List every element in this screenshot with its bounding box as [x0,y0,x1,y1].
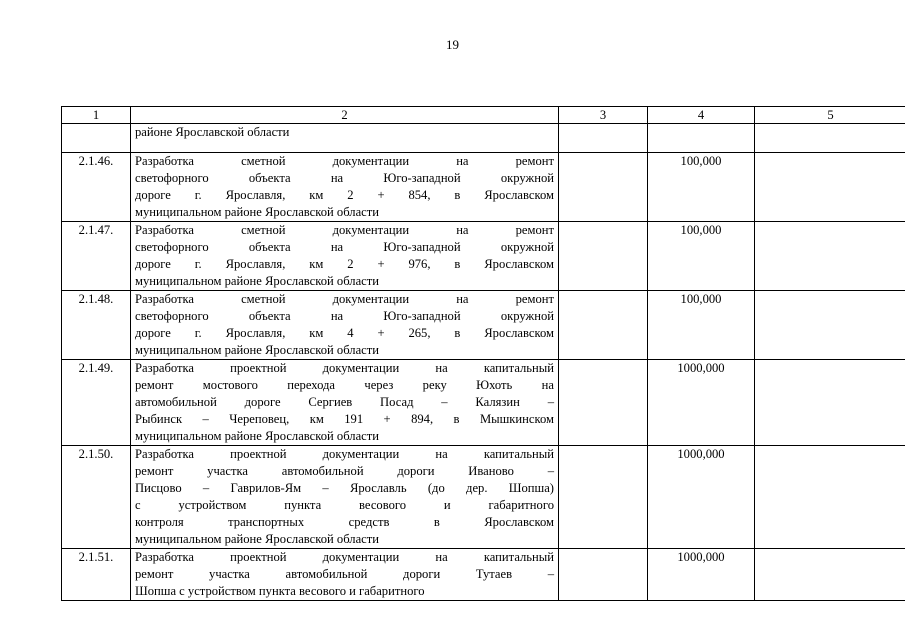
row-col-3 [559,222,648,291]
row-number: 2.1.50. [62,446,131,549]
description-line: муниципальном районе Ярославской области [135,343,380,357]
row-amount: 100,000 [648,153,755,222]
header-row [62,107,905,124]
header-col-3: 3 [559,107,648,124]
description-line: ремонт мостового перехода через реку Юхоть на [135,378,554,392]
table-row [62,360,905,446]
continuation-row [62,124,905,153]
row-number: 2.1.49. [62,360,131,446]
row-col-3 [559,360,648,446]
row-description [131,291,559,360]
row-col-5 [755,446,905,549]
description-line: светофорного объекта на Юго-западной окружной [135,309,554,323]
row-description [131,153,559,222]
row-amount [648,124,755,153]
row-amount: 100,000 [648,222,755,291]
row-description [131,446,559,549]
description-line: Рыбинск – Череповец, км 191 + 894, в Мышкинском [135,412,554,426]
description-line: автомобильной дороге Сергиев Посад – Калязин – [135,395,554,409]
row-number: 2.1.47. [62,222,131,291]
row-col-3 [559,153,648,222]
description-line: муниципальном районе Ярославской области [135,205,380,219]
description-line: Разработка проектной документации на капитальный [135,361,554,375]
description-line: Разработка проектной документации на капитальный [135,447,554,461]
budget-table [61,106,905,601]
description-line: светофорного объекта на Юго-западной окружной [135,240,554,254]
description-line: контроля транспортных средств в Ярославском [135,515,554,529]
description-line: светофорного объекта на Юго-западной окружной [135,171,554,185]
description-line: районе Ярославской области [135,125,290,139]
row-col-3 [559,446,648,549]
table-row [62,222,905,291]
row-col-5 [755,153,905,222]
description-line: дороге г. Ярославля, км 2 + 854, в Ярославском [135,188,554,202]
description-line: дороге г. Ярославля, км 4 + 265, в Ярославском [135,326,554,340]
row-col-5 [755,549,905,601]
description-line: муниципальном районе Ярославской области [135,274,380,288]
table-row [62,291,905,360]
description-line: с устройством пункта весового и габаритного [135,498,554,512]
row-number [62,124,131,153]
description-line: Разработка сметной документации на ремонт [135,223,554,237]
row-amount: 1000,000 [648,549,755,601]
description-line: Писцово – Гаврилов-Ям – Ярославль (до дер. Шопша) [135,481,554,495]
header-col-2: 2 [131,107,559,124]
row-col-3 [559,124,648,153]
row-col-5 [755,360,905,446]
description-line: ремонт участка автомобильной дороги Иваново – [135,464,554,478]
description-line: Шопша с устройством пункта весового и габаритного [135,584,425,598]
table-body [62,124,905,601]
description-line: дороге г. Ярославля, км 2 + 976, в Ярославском [135,257,554,271]
row-number: 2.1.46. [62,153,131,222]
description-line: муниципальном районе Ярославской области [135,429,380,443]
row-amount: 1000,000 [648,446,755,549]
description-line: муниципальном районе Ярославской области [135,532,380,546]
header-col-5: 5 [755,107,905,124]
row-col-5 [755,124,905,153]
row-col-3 [559,291,648,360]
row-col-5 [755,291,905,360]
row-amount: 100,000 [648,291,755,360]
row-amount: 1000,000 [648,360,755,446]
row-col-5 [755,222,905,291]
page-number: 19 [446,37,459,52]
header-col-4: 4 [648,107,755,124]
row-number: 2.1.48. [62,291,131,360]
description-line: Разработка сметной документации на ремонт [135,292,554,306]
row-description [131,222,559,291]
table-row [62,549,905,601]
row-description [131,549,559,601]
description-line: Разработка проектной документации на капитальный [135,550,554,564]
description-line: ремонт участка автомобильной дороги Тутаев – [135,567,554,581]
row-description [131,360,559,446]
row-col-3 [559,549,648,601]
table-row [62,153,905,222]
description-line: Разработка сметной документации на ремонт [135,154,554,168]
table-row [62,446,905,549]
row-description [131,124,559,153]
header-col-1: 1 [62,107,131,124]
row-number: 2.1.51. [62,549,131,601]
